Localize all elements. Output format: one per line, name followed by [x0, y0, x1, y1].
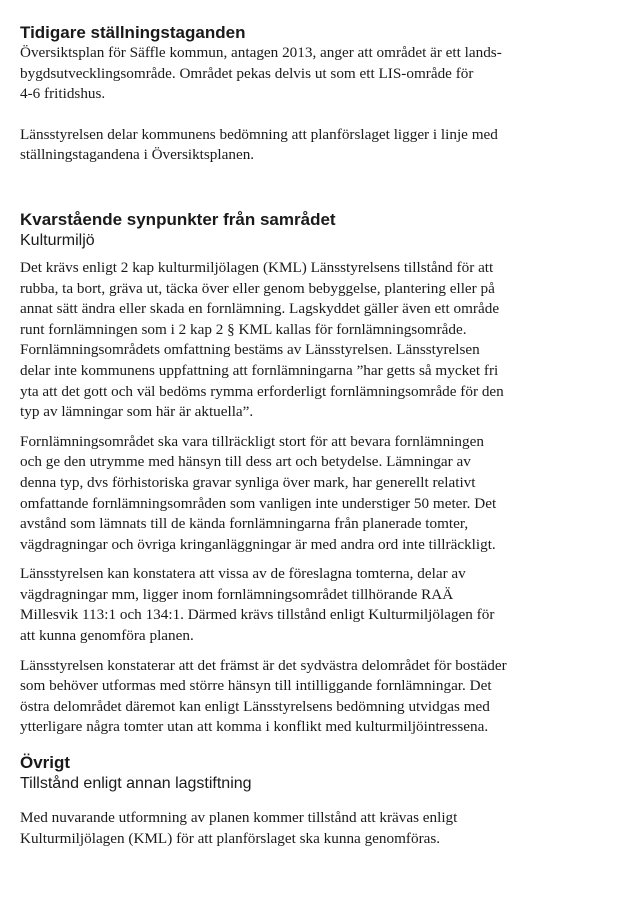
text-line: östra delområdet däremot kan enligt Länsstyrelsens bedömning utvidgas med [20, 697, 490, 715]
text-line: Det krävs enligt 2 kap kulturmiljölagen (KML) Länsstyrelsens tillstånd för att [20, 258, 494, 276]
paragraph [20, 43, 620, 105]
text-line: rubba, ta bort, gräva ut, täcka över eller genom bebyggelse, plantering eller på [20, 279, 495, 297]
text-line: Fornlämningsområdets omfattning bestäms av Länsstyrelsen. Länsstyrelsen [20, 341, 480, 359]
text-line: som behöver utformas med större hänsyn till intilliggande fornlämningar. Det [20, 677, 492, 695]
text-line: typ av lämningar som här är aktuella”. [20, 403, 254, 421]
paragraph [20, 432, 620, 556]
text-line: ytterligare några tomter utan att komma i konflikt med kulturmiljöintressena. [20, 718, 489, 736]
section-heading: Övrigt [20, 753, 71, 773]
section-tidigare [20, 22, 620, 166]
section-heading: Kvarstående synpunkter från samrådet [20, 209, 336, 229]
text-line: annat sätt ändra eller skada en fornlämning. Lagskyddet gäller även ett område [20, 300, 500, 318]
paragraph [20, 656, 620, 738]
section-heading: Tidigare ställningstaganden [20, 23, 246, 42]
paragraph [20, 808, 620, 849]
text-line: denna typ, dvs förhistoriska gravar synliga över mark, har generellt relativt [20, 473, 476, 491]
text-line: ställningstagandena i Översiktsplanen. [20, 146, 255, 164]
text-line: runt fornlämningen som i 2 kap 2 § KML kallas för fornlämningsområde. [20, 320, 467, 338]
section-subheading: Tillstånd enligt annan lagstiftning [20, 775, 252, 793]
section-kvarstaende [20, 209, 620, 738]
text-line: Länsstyrelsen konstaterar att det främst är det sydvästra delområdet för bostäder [20, 656, 507, 674]
text-line: vägdragningar och övriga kringanläggningar är med andra ord inte tillräckligt. [20, 535, 496, 553]
text-line: Fornlämningsområdet ska vara tillräckligt stort för att bevara fornlämningen [20, 432, 484, 450]
text-line: delar inte kommunens uppfattning att fornlämningarna ”har getts så mycket fri [20, 361, 499, 379]
text-line: Översiktsplan för Säffle kommun, antagen 2013, anger att området är ett lands- [20, 44, 502, 61]
paragraph [20, 258, 620, 423]
paragraph [20, 564, 620, 646]
text-line: avstånd som lämnats till de kända fornlämningarna från planerade tomter, [20, 515, 469, 533]
text-line: att kunna genomföra planen. [20, 627, 194, 645]
text-line: och ge den utrymme med hänsyn till dess art och betydelse. Lämningar av [20, 453, 471, 471]
section-ovrigt [20, 752, 620, 849]
text-line: Kulturmiljölagen (KML) för att planförslaget ska kunna genomföras. [20, 829, 441, 847]
text-line: yta att det gott och väl bedöms rymma erforderligt fornlämningsområde för den [20, 382, 504, 400]
text-line: bygdsutvecklingsområde. Området pekas delvis ut som ett LIS-område för [20, 64, 474, 82]
section-subheading: Kulturmiljö [20, 231, 95, 249]
text-line: Med nuvarande utformning av planen kommer tillstånd att krävas enligt [20, 809, 458, 827]
text-line: Länsstyrelsen kan konstatera att vissa av de föreslagna tomterna, delar av [20, 565, 466, 583]
text-line: 4-6 fritidshus. [20, 85, 106, 103]
text-line: Länsstyrelsen delar kommunens bedömning att planförslaget ligger i linje med [20, 125, 498, 143]
text-line: Millesvik 113:1 och 134:1. Därmed krävs tillstånd enligt Kulturmiljölagen för [20, 606, 495, 624]
text-line: omfattande fornlämningsområden som vanligen inte understiger 50 meter. Det [20, 494, 497, 512]
text-line: vägdragningar mm, ligger inom fornlämningsområdet tillhörande RAÄ [20, 585, 454, 603]
paragraph [20, 125, 620, 166]
document-page [20, 22, 620, 849]
